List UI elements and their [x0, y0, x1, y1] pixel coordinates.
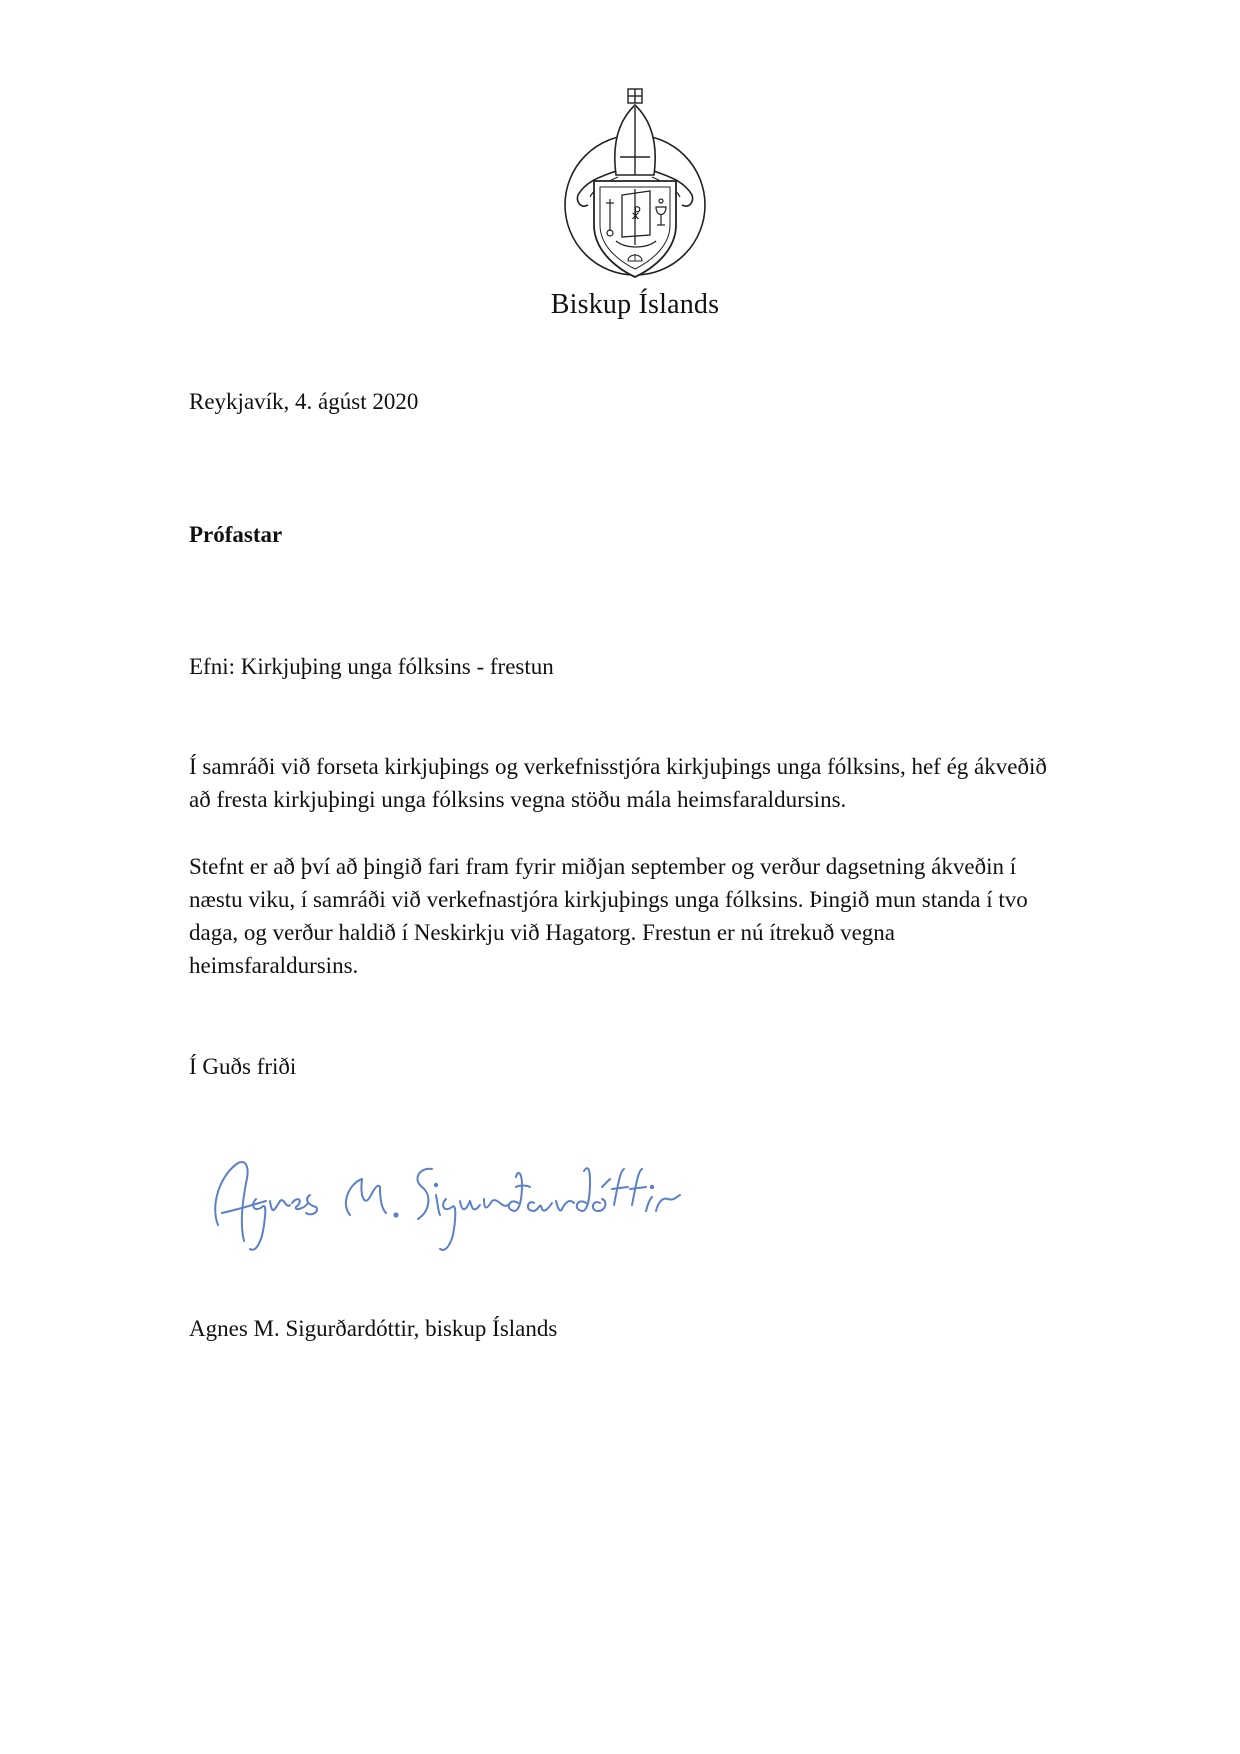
letter-subject: Efni: Kirkjuþing unga fólksins - frestun [189, 654, 554, 679]
letterhead-title: Biskup Íslands [550, 289, 720, 320]
letter-recipient: Prófastar [189, 522, 283, 547]
body-paragraph: Í samráði við forseta kirkjuþings og verkefnisstjóra kirkjuþings unga fólksins, hef ég ákveðið að fresta kirkjuþingi unga fólksins vegna stöðu mála heimsfaraldursins. [189, 754, 1047, 812]
body-paragraph: Stefnt er að því að þingið fari fram fyrir miðjan september og verður dagsetning ákveðin í næstu viku, í samráði við verkefnastjóra kirkjuþings unga fólksins. Þingið mun standa í tvo daga, og verður haldið í Neskirkju við Hagatorg. Frestun er nú ítrekuð vegna heimsfaraldursins. [189, 854, 1028, 978]
bishop-seal-icon [560, 85, 710, 285]
svg-text:☧: ☧ [630, 207, 642, 223]
handwritten-signature [200, 1125, 690, 1265]
signatory-name: Agnes M. Sigurðardóttir, biskup Íslands [189, 1316, 558, 1341]
letterhead [500, 85, 770, 321]
letter-date: Reykjavík, 4. ágúst 2020 [189, 389, 419, 414]
letter-closing: Í Guðs friði [189, 1054, 297, 1079]
